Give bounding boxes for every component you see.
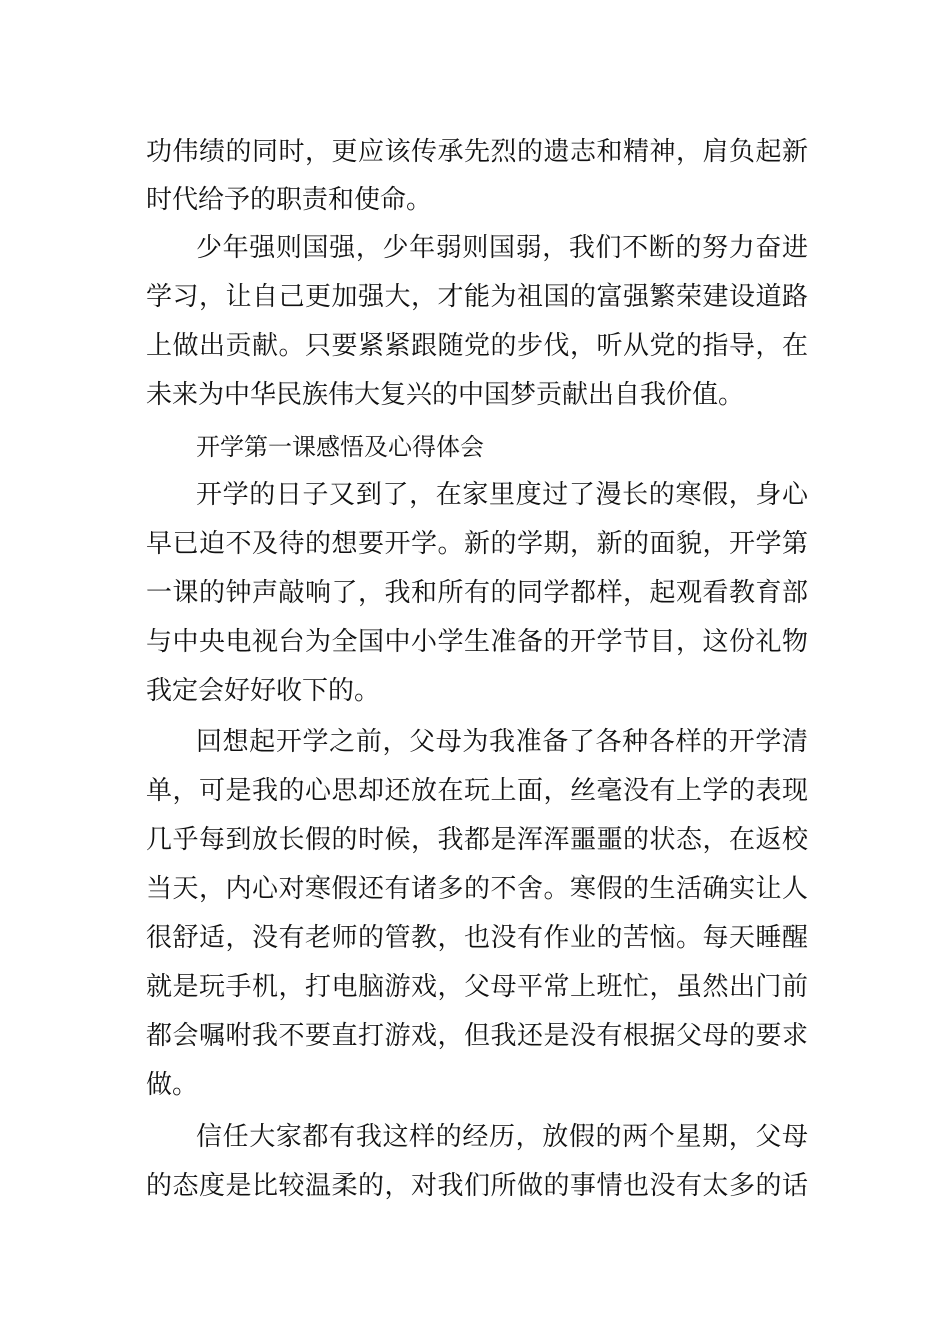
paragraph-first-line: 信任大家都有我这样的经历，放假的两个星期，父母: [196, 1122, 808, 1152]
text-line: 都会嘱咐我不要直打游戏，但我还是没有根据父母的要求: [146, 1021, 808, 1051]
text-line: 就是玩手机，打电脑游戏，父母平常上班忙，虽然出门前: [146, 972, 808, 1002]
text-line: 学习，让自己更加强大，才能为祖国的富强繁荣建设道路: [146, 282, 808, 312]
text-line: 几乎每到放长假的时候，我都是浑浑噩噩的状态，在返校: [146, 825, 808, 855]
text-line: 与中央电视台为全国中小学生准备的开学节目，这份礼物: [146, 627, 808, 657]
text-line: 单，可是我的心思却还放在玩上面，丝毫没有上学的表现: [146, 776, 808, 806]
paragraph-first-line: 少年强则国强，少年弱则国弱，我们不断的努力奋进: [196, 233, 808, 263]
text-line: 我定会好好收下的。: [146, 676, 381, 706]
text-line: 未来为中华民族伟大复兴的中国梦贡献出自我价值。: [146, 380, 745, 410]
text-line: 一课的钟声敲响了，我和所有的同学都样，起观看教育部: [146, 578, 808, 608]
text-line: 当天，内心对寒假还有诸多的不舍。寒假的生活确实让人: [146, 874, 808, 904]
text-line: 上做出贡献。只要紧紧跟随党的步伐，听从党的指导，在: [146, 331, 808, 361]
text-line: 的态度是比较温柔的，对我们所做的事情也没有太多的话: [146, 1171, 808, 1201]
text-line: 早已迫不及待的想要开学。新的学期，新的面貌，开学第: [146, 529, 808, 559]
text-line: 很舒适，没有老师的管教，也没有作业的苦恼。每天睡醒: [146, 923, 808, 953]
text-line: 功伟绩的同时，更应该传承先烈的遗志和精神，肩负起新: [146, 137, 808, 167]
section-heading: 开学第一课感悟及心得体会: [196, 433, 484, 461]
text-line: 做。: [146, 1070, 199, 1100]
paragraph-first-line: 回想起开学之前，父母为我准备了各种各样的开学清: [196, 727, 808, 757]
text-line: 时代给予的职责和使命。: [146, 185, 433, 215]
paragraph-first-line: 开学的日子又到了，在家里度过了漫长的寒假，身心: [196, 480, 808, 510]
